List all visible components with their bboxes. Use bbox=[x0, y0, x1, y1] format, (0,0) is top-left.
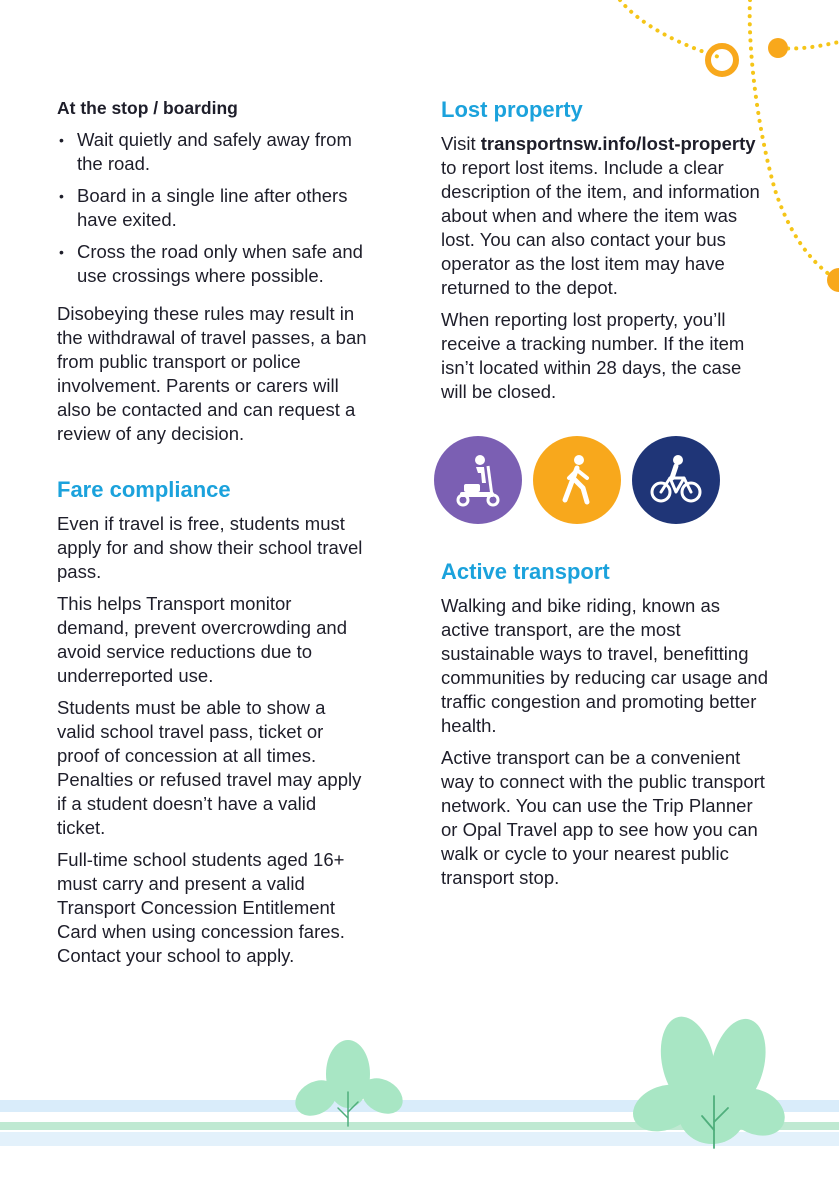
list-item: • Board in a single line after others have exited. bbox=[57, 184, 367, 232]
right-column bbox=[441, 96, 771, 898]
lost-paragraph: When reporting lost property, you’ll receive a tracking number. If the item isn’t located within 28 days, the case will be closed. bbox=[441, 309, 745, 402]
active-heading: Active transport bbox=[441, 559, 610, 584]
walking-circle bbox=[533, 436, 621, 524]
boarding-warning: Disobeying these rules may result in the withdrawal of travel passes, a ban from public transport or police involvement. Parents or carers will also be contacted and can request a review of any decision. bbox=[57, 303, 367, 444]
left-column bbox=[57, 96, 367, 976]
scooter-icon bbox=[450, 452, 506, 508]
fare-paragraph: Full-time school students aged 16+ must carry and present a valid Transport Concession Entitlement Card when using concession fares. Contact your school to apply. bbox=[57, 849, 345, 966]
fare-paragraph: Students must be able to show a valid school travel pass, ticket or proof of concession at all times. Penalties or refused travel may apply if a student doesn’t have a valid ticket. bbox=[57, 697, 362, 838]
active-paragraph: Active transport can be a convenient way to connect with the public transport network. You can use the Trip Planner or Opal Travel app to see how you can walk or cycle to your nearest public transport stop. bbox=[441, 747, 765, 888]
list-item: • Cross the road only when safe and use crossings where possible. bbox=[57, 240, 367, 288]
lost-property-link[interactable]: transportnsw.info/lost-property bbox=[480, 133, 756, 154]
list-item: • Wait quietly and safely away from the road. bbox=[57, 128, 367, 176]
scooter-circle bbox=[434, 436, 522, 524]
transport-icons bbox=[434, 436, 771, 524]
bicycle-circle bbox=[632, 436, 720, 524]
plant-decoration-large bbox=[630, 1012, 790, 1152]
visit-prefix: Visit bbox=[441, 133, 481, 154]
fare-paragraph: Even if travel is free, students must apply for and show their school travel pass. bbox=[57, 513, 363, 582]
visit-suffix: to report lost items. Include a clear description of the item, and information about when and where the item was lost. You can also contact your bus operator as the lost item may have returned to the depot. bbox=[441, 157, 760, 298]
plant-decoration-small bbox=[292, 1036, 404, 1132]
fare-heading: Fare compliance bbox=[57, 477, 231, 502]
walking-icon bbox=[549, 452, 605, 508]
fare-paragraph: This helps Transport monitor demand, prevent overcrowding and avoid service reductions due to underreported use. bbox=[57, 593, 348, 686]
lost-heading: Lost property bbox=[441, 97, 583, 122]
bicycle-icon bbox=[648, 452, 704, 508]
active-paragraph: Walking and bike riding, known as active transport, are the most sustainable ways to travel, benefitting communities by reducing car usage and traffic congestion and promoting better health. bbox=[441, 595, 769, 736]
boarding-list bbox=[57, 128, 367, 288]
lost-paragraph bbox=[441, 132, 771, 300]
boarding-heading: At the stop / boarding bbox=[57, 98, 238, 118]
